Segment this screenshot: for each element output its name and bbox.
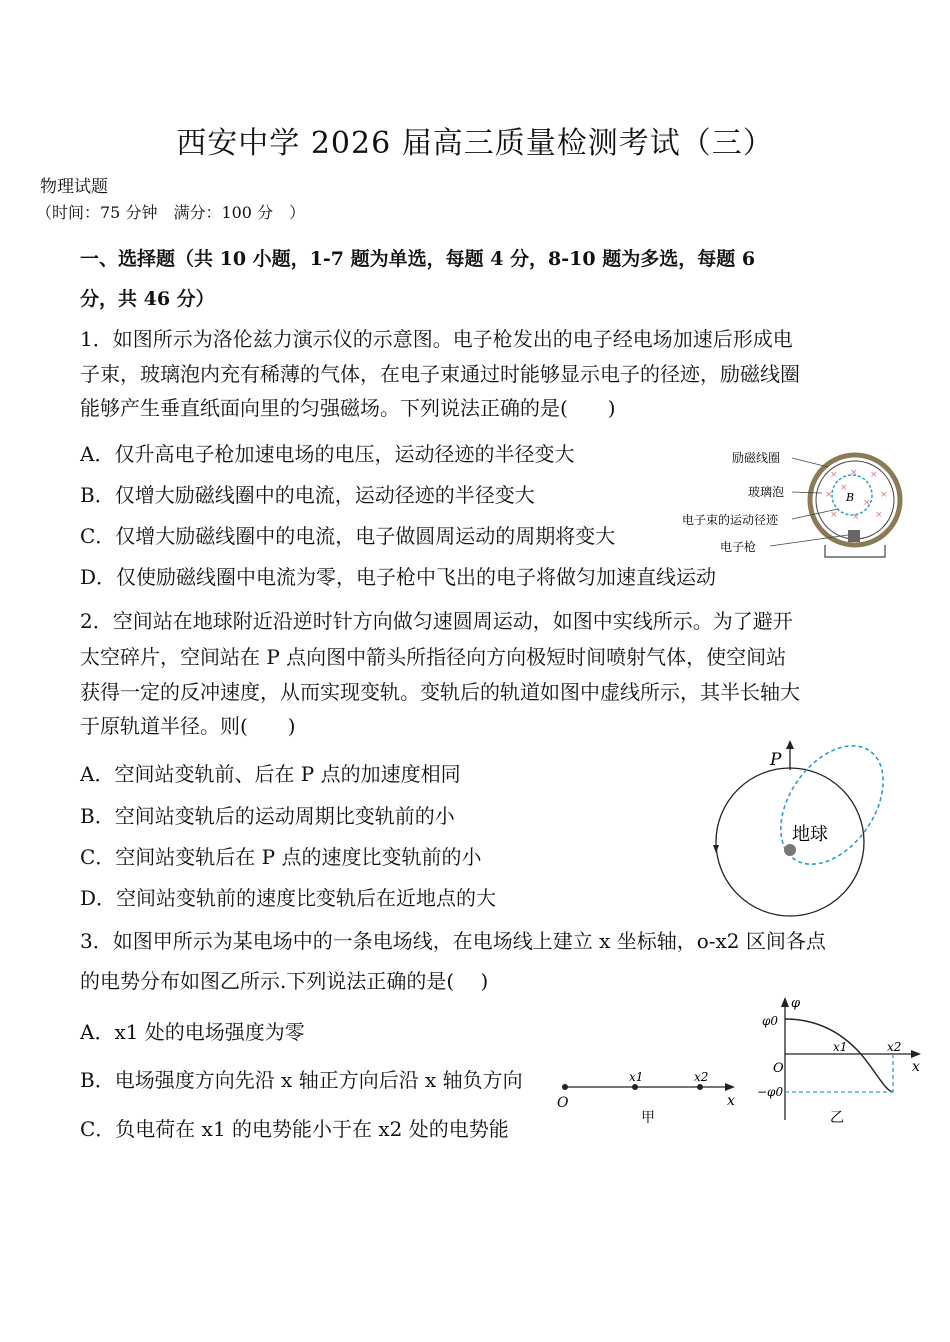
jia-x1: x1 <box>629 1070 644 1084</box>
q3-figure-yi <box>755 995 930 1130</box>
yi-origin: O <box>773 1061 784 1076</box>
svg-text:×: × <box>852 512 860 522</box>
q1-option-d[interactable]: D．仅使励磁线圈中电流为零，电子枪中飞出的电子将做匀加速直线运动 <box>80 565 717 589</box>
svg-text:×: × <box>870 470 878 480</box>
svg-text:×: × <box>830 470 838 480</box>
q2-stem-line: 太空碎片，空间站在 P 点向图中箭头所指径向方向极短时间喷射气体，使空间站 <box>80 645 787 669</box>
yi-potential-curve <box>785 1019 893 1092</box>
q2-orbit-figure <box>700 740 900 900</box>
yi-axis-label: x <box>912 1059 920 1075</box>
q2-stem-line: 于原轨道半径。则( ) <box>80 714 296 738</box>
yi-neg-phi0: −φ0 <box>757 1085 784 1099</box>
yi-x1: x1 <box>833 1040 848 1054</box>
svg-text:×: × <box>850 468 858 478</box>
svg-text:×: × <box>875 510 883 520</box>
q2-stem-line: 获得一定的反冲速度，从而实现变轨。变轨后的轨道如图中虚线所示，其半长轴大 <box>80 680 800 704</box>
exam-time-info: （时间：75 分钟 满分：100 分 ） <box>36 203 306 222</box>
q3-option-a[interactable]: A．x1 处的电场强度为零 <box>80 1020 305 1044</box>
section-heading-line1: 一、选择题（共 10 小题，1-7 题为单选，每题 4 分，8-10 题为多选，每题 6 <box>80 248 756 270</box>
jia-x2: x2 <box>694 1070 709 1084</box>
point-p-label: P <box>770 750 782 770</box>
yi-x2: x2 <box>887 1040 902 1054</box>
magnetic-field-crosses <box>825 468 888 522</box>
q1-stem-line: 子束，玻璃泡内充有稀薄的气体，在电子束通过时能够显示电子的径迹，励磁线圈 <box>80 362 800 386</box>
thrust-arrowhead <box>786 740 794 749</box>
q2-option-d[interactable]: D．空间站变轨前的速度比变轨后在近地点的大 <box>80 886 497 910</box>
yi-caption: 乙 <box>830 1110 844 1126</box>
orbit-direction-arrow <box>713 845 719 853</box>
label-bulb: 玻璃泡 <box>748 485 785 499</box>
earth-label: 地球 <box>792 824 828 845</box>
q1-option-c[interactable]: C．仅增大励磁线圈中的电流，电子做圆周运动的周期将变大 <box>80 524 616 548</box>
q2-option-c[interactable]: C．空间站变轨后在 P 点的速度比变轨前的小 <box>80 845 482 869</box>
q1-stem-line: 能够产生垂直纸面向里的匀强磁场。下列说法正确的是( ) <box>80 396 616 420</box>
q3-stem-line: 3．如图甲所示为某电场中的一条电场线，在电场线上建立 x 坐标轴，o-x2 区间各点 <box>80 929 826 953</box>
q1-option-a[interactable]: A．仅升高电子枪加速电场的电压，运动径迹的半径变大 <box>80 442 575 466</box>
svg-text:×: × <box>825 490 833 500</box>
q2-option-a[interactable]: A．空间站变轨前、后在 P 点的加速度相同 <box>80 762 461 786</box>
electron-gun-shape <box>848 530 860 542</box>
q1-lorentz-figure <box>680 445 910 565</box>
section-heading-line2: 分，共 46 分） <box>80 288 215 310</box>
page-title: 西安中学 2026 届高三质量检测考试（三） <box>176 126 774 161</box>
q2-option-b[interactable]: B．空间站变轨后的运动周期比变轨前的小 <box>80 804 455 828</box>
yi-phi-label: φ <box>791 996 801 1011</box>
svg-text:×: × <box>880 490 888 500</box>
q1-option-b[interactable]: B．仅增大励磁线圈中的电流，运动径迹的半径变大 <box>80 483 535 507</box>
svg-text:×: × <box>840 483 848 493</box>
label-coil: 励磁线圈 <box>732 451 781 465</box>
label-gun: 电子枪 <box>720 540 757 554</box>
jia-caption: 甲 <box>641 1110 655 1126</box>
original-orbit <box>716 768 864 916</box>
q1-stem-line: 1．如图所示为洛伦兹力演示仪的示意图。电子枪发出的电子经电场加速后形成电 <box>80 327 793 351</box>
jia-axis-label: x <box>727 1093 735 1109</box>
subject-label: 物理试题 <box>40 177 108 197</box>
jia-axis-arrow <box>725 1083 735 1091</box>
svg-text:×: × <box>830 510 838 520</box>
q3-stem-line: 的电势分布如图乙所示.下列说法正确的是( ) <box>80 969 489 993</box>
jia-origin: O <box>557 1095 569 1111</box>
q2-stem-line: 2．空间站在地球附近沿逆时针方向做匀速圆周运动，如图中实线所示。为了避开 <box>80 609 793 633</box>
q3-option-b[interactable]: B．电场强度方向先沿 x 轴正方向后沿 x 轴负方向 <box>80 1068 523 1092</box>
label-path: 电子束的运动径迹 <box>682 513 779 527</box>
field-symbol: B <box>846 491 855 504</box>
yi-phi0: φ0 <box>762 1014 779 1028</box>
svg-text:×: × <box>863 498 871 508</box>
q3-figure-jia <box>555 1065 745 1130</box>
earth-dot <box>784 844 796 856</box>
q3-option-c[interactable]: C．负电荷在 x1 的电势能小于在 x2 处的电势能 <box>80 1117 509 1141</box>
